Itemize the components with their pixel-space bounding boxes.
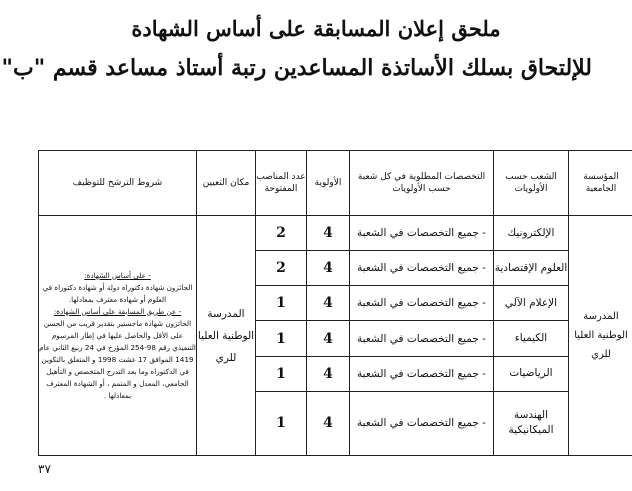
table-row [39, 216, 632, 251]
priority-cell: 4 [307, 321, 350, 356]
branch-cell: الرياضيات [494, 356, 569, 391]
place-cell: المدرسة الوطنية العليا للري [197, 216, 256, 456]
priority-cell: 4 [307, 216, 350, 251]
priority-cell: 4 [307, 391, 350, 455]
posts-cell: 1 [256, 321, 307, 356]
positions-table [38, 150, 632, 456]
table-header-row [39, 151, 632, 216]
posts-cell: 2 [256, 251, 307, 286]
specialty-cell: - جميع التخصصات في الشعبة [350, 356, 494, 391]
posts-cell: 2 [256, 216, 307, 251]
conditions-paragraph-2: الحائزون شهادة ماجستير بتقدير قريب من الحسن على الأقل والحاصل عليها في إطار المرسوم التنفيذي رقم 98-254 المؤرخ في 24 ربيع الثاني عام 1419 الموافق 17 غشت 1998 و المتعلق بالتكوين في الدكتوراه وما بعد التدرج المتخصص و التأهيل الجامعي، المعدل و المتمم ، أو الشهادة المعترف بمعادلها . [39, 318, 196, 400]
priority-cell: 4 [307, 251, 350, 286]
header-priority: الأولوية [307, 151, 350, 216]
header-conditions: شروط الترشح للتوظيف [39, 151, 197, 216]
institution-cell: المدرسة الوطنية العليا للري [569, 216, 632, 456]
header-specialties: التخصصات المطلوبة في كل شعبة حسب الأولويات [350, 151, 494, 216]
posts-cell: 1 [256, 356, 307, 391]
branch-cell: الإلكترونيك [494, 216, 569, 251]
branch-cell: الهندسة الميكانيكية [494, 391, 569, 455]
posts-cell: 1 [256, 286, 307, 321]
title-line-1: ملحق إعلان المسابقة على أساس الشهادة [131, 16, 501, 41]
posts-cell: 1 [256, 391, 307, 455]
branch-cell: الكيمياء [494, 321, 569, 356]
specialty-cell: - جميع التخصصات في الشعبة [350, 286, 494, 321]
page-number: ٣٧ [38, 462, 51, 476]
priority-cell: 4 [307, 356, 350, 391]
title-line-2: للإلتحاق بسلك الأساتذة المساعدين رتبة أستاذ مساعد قسم "ب" [1, 55, 592, 81]
conditions-paragraph-1: الحائزون شهادة دكتوراه دولة أو شهادة دكتوراه في العلوم أو شهادة معترف بمعادلها. [42, 282, 193, 304]
header-place: مكان التعيين [197, 151, 256, 216]
specialty-cell: - جميع التخصصات في الشعبة [350, 391, 494, 455]
conditions-heading-1: - على أساس الشهادة: [84, 270, 151, 280]
header-branch: الشعب حسب الأولويات [494, 151, 569, 216]
specialty-cell: - جميع التخصصات في الشعبة [350, 251, 494, 286]
branch-cell: الإعلام الآلي [494, 286, 569, 321]
conditions-cell [39, 216, 197, 456]
header-institution: المؤسسة الجامعية [569, 151, 632, 216]
header-posts: عدد المناصب المفتوحة [256, 151, 307, 216]
specialty-cell: - جميع التخصصات في الشعبة [350, 216, 494, 251]
specialty-cell: - جميع التخصصات في الشعبة [350, 321, 494, 356]
branch-cell: العلوم الإقتصادية [494, 251, 569, 286]
conditions-heading-2: - عن طريق المسابقة على أساس الشهادة: [53, 306, 182, 316]
priority-cell: 4 [307, 286, 350, 321]
